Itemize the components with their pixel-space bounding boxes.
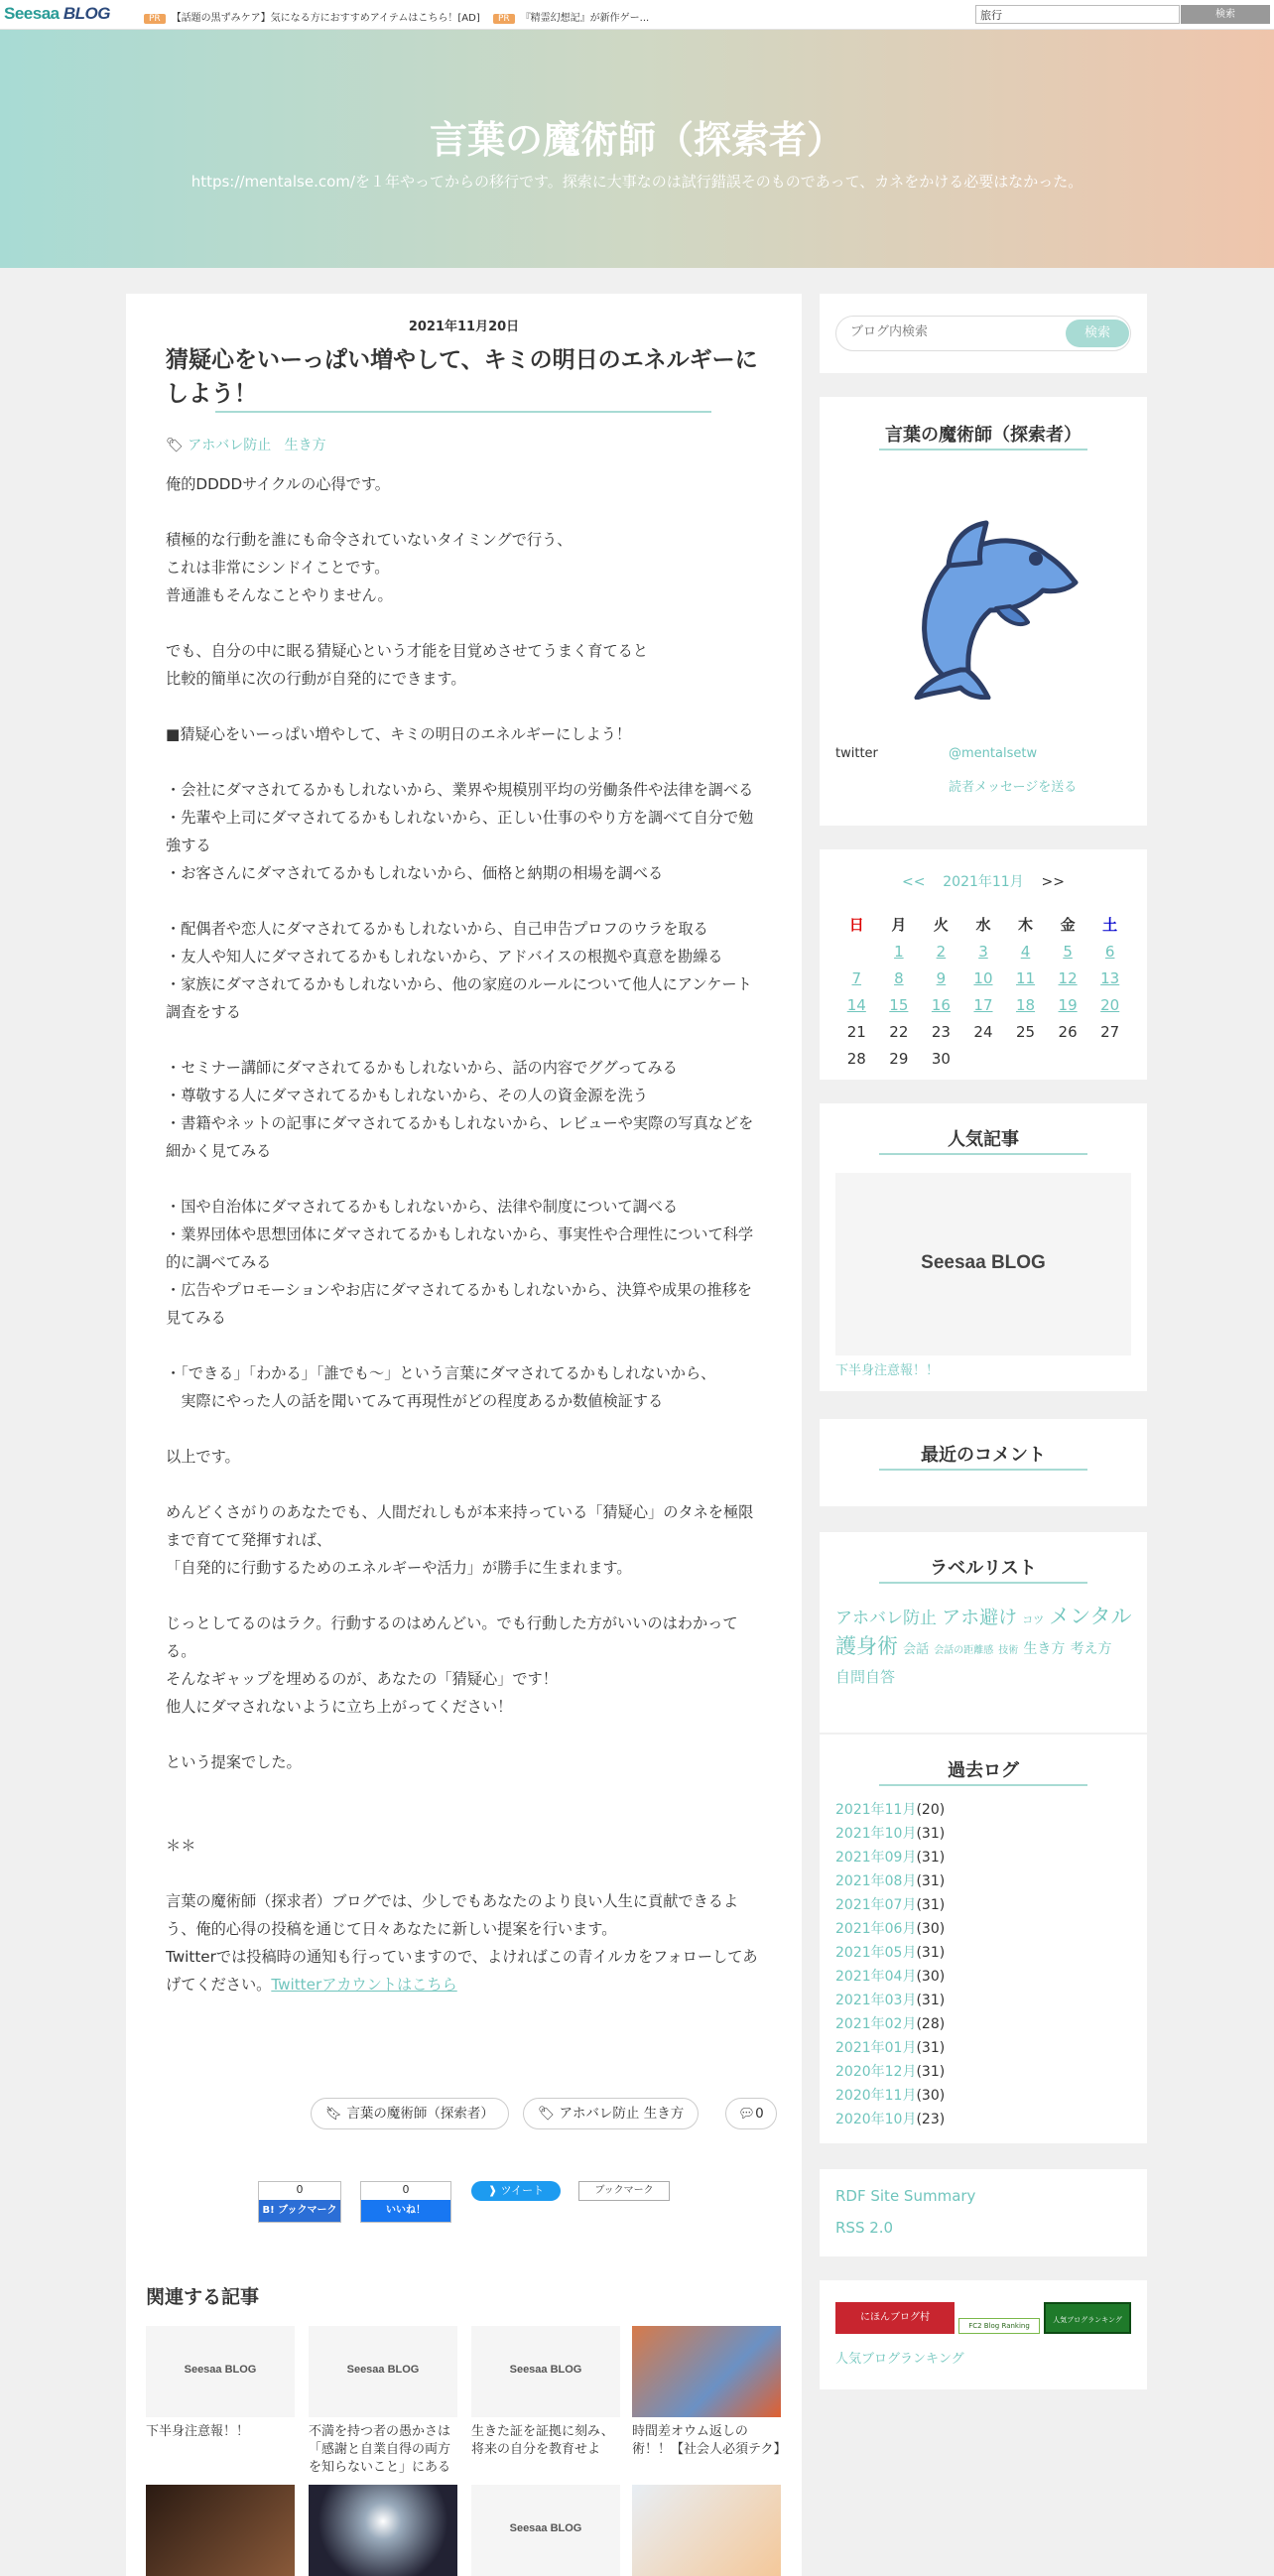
calendar-day: 30 [931,1049,951,1068]
weekday: 水 [975,916,991,934]
calendar-day-link[interactable]: 2 [936,942,947,961]
label-tag[interactable]: 会話 [903,1642,930,1657]
dolphin-avatar-icon [879,511,1087,700]
footer-tags-button[interactable]: 🏷︎ アホバレ防止 生き方 [523,2098,699,2129]
nihon-blog-mura-banner[interactable]: にほんブログ村 [835,2302,955,2334]
labels-title: ラベルリスト [930,1558,1037,1579]
widget-underline [879,449,1087,451]
calendar-day-link[interactable]: 1 [894,942,904,961]
calendar-day: 28 [846,1049,866,1068]
related-item[interactable]: Seesaa BLOG [471,2485,620,2576]
archive-item[interactable]: 2021年02月(28) [835,2016,946,2032]
calendar-week [835,965,1131,991]
archive-item[interactable]: 2021年01月(31) [835,2040,946,2056]
twitter-bird-icon: ❱ [487,2184,498,2197]
calendar-day: 24 [973,1022,993,1041]
archive-item[interactable]: 2021年09月(31) [835,1850,946,1866]
rss-link[interactable]: RSS 2.0 [835,2219,894,2237]
blog-search-input[interactable] [850,324,1049,339]
banners-widget [820,2280,1147,2389]
calendar-next[interactable]: >> [1041,874,1065,890]
related-heading: 関連する記事 [146,2286,260,2308]
reader-message-link[interactable]: 読者メッセージを送る [949,780,1078,795]
widget-underline [879,1469,1087,1471]
footer-comments-button[interactable]: 💬︎0 [725,2098,777,2129]
calendar-day: 26 [1058,1022,1078,1041]
related-photo [146,2485,295,2576]
footer-blog-button[interactable]: 🔖︎ 言葉の魔術師（探索者） [311,2098,509,2129]
blog-ranking-banner[interactable]: 人気ブログランキング [1044,2302,1131,2334]
archive-widget [820,1735,1147,2143]
calendar-day-link[interactable]: 4 [1020,942,1031,961]
label-tag[interactable]: 自問自答 [835,1668,896,1686]
popular-widget [820,1103,1147,1391]
comment-icon: 💬︎ [738,2106,756,2122]
blog-title[interactable]: 言葉の魔術師（探索者） [429,118,844,162]
comments-widget [820,1419,1147,1506]
blog-header [0,30,1274,268]
weekday: 金 [1060,916,1076,934]
label-tag[interactable]: アホ避け [942,1607,1018,1628]
calendar-day-link[interactable]: 12 [1058,968,1078,987]
archive-item[interactable]: 2020年10月(23) [835,2112,946,2127]
calendar-day: 25 [1015,1022,1036,1041]
tag-link[interactable]: 生き方 [284,438,326,453]
calendar-day-link[interactable]: 14 [846,995,866,1014]
seesaa-logo[interactable]: Seesaa BLOG [4,4,110,23]
tag-icon: 🏷︎ [538,2106,556,2122]
label-tag[interactable]: メンタル護身術 [835,1605,1132,1658]
article [126,294,802,2576]
label-tag[interactable]: 生き方 [1023,1641,1066,1657]
label-tag[interactable]: 考え方 [1070,1641,1112,1657]
related-item[interactable]: Seesaa BLOG 生きた証を証拠に刻み、将来の自分を教育せよ [471,2326,620,2459]
calendar-week [835,991,1131,1018]
calendar-day-link[interactable]: 16 [931,995,951,1014]
calendar-day-link[interactable]: 17 [973,995,993,1014]
popular-item-link[interactable]: 下半身注意報！！ [835,1363,940,1378]
labels-widget [820,1532,1147,1733]
related-item[interactable]: Seesaa BLOG 下半身注意報！！ [146,2326,295,2441]
top-search-button[interactable]: 検索 [1181,5,1270,24]
weekday: 火 [933,916,949,934]
calendar-day-link[interactable]: 20 [1100,995,1120,1014]
blog-search-box [835,316,1131,351]
calendar-week [835,1018,1131,1045]
post-body: 俺的DDDDサイクルの心得です。 積極的な行動を誰にも命令されていないタイミングで行う、 これは非常にシンドイことです。 普通誰もそんなことやりません。 でも、自分の中に眠る猜疑心という才能を目覚めさせてうまく育てると 比較的簡単に次の行動が自発的にできます。 ■猜疑心をいーっぱい増やして、キミの明日のエネルギーにしよう！ ・会社にダマされてるかもしれないから、業界や規模別平均の労働条件や法律を調べる ・先輩や上司にダマされてるかもしれないから、正しい仕事のやり方を調べて自分で勉強する ・お客さんにダマされてるかもしれないから、価格と納期の相場を調べる ・配偶者や恋人にダマされてるかもしれないから、自己申告プロフのウラを取る ・友人や知人にダマされてるかもしれないから、アドバイスの根拠や真意を勘繰る ・家族にダマされてるかもしれないから、他の家庭のルールについて他人にアンケート調査をする ・セミナー講師にダマされてるかもしれないから、話の内容でググってみる ・尊敬する人にダマされてるかもしれないから、その人の資金源を洗う ・書籍やネットの記事にダマされてるかもしれないから、レビューや実際の写真などを細かく見てみる ・国や自治体にダマされてるかもしれないから、法律や制度について調べる ・業界団体や思想団体にダマされてるかもしれないから、事実性や合理性について科学的に調べてみる ・広告やプロモーションやお店にダマされてるかもしれないから、決算や成果の推移を見てみる ・「できる」「わかる」「誰でも～」という言葉にダマされてるかもしれないから、 実際にやった人の話を聞いてみて再現性がどの程度あるか数値検証する 以上です。 めんどくさがりのあなたでも、人間だれしもが本来持っている「猜疑心」のタネを極限まで育てて発揮すれば、 「自発的に行動するためのエネルギーや活力」が勝手に生まれます。 じっとしてるのはラク。行動するのはめんどい。でも行動した方がいいのはわかってる。 そんなギャップを埋めるのが、あなたの「猜疑心」です！ 他人にダマされないように立ち上がってください！ という提案でした。 ＊＊ 言葉の魔術師（探求者）ブログでは、少しでもあなたのより良い人生に貢献できるよう、俺的心得の投稿を通じて日々あなたに新しい提案を行います。 Twitterでは投稿時の通知も行っていますので、よければこの青イルカをフォローしてあげてください。Twitterアカウントはこちら [166,475,758,1994]
weekday: 日 [848,916,864,934]
tag-link[interactable]: アホバレ防止 [188,438,272,453]
weekday: 土 [1102,916,1118,934]
post-tags [166,435,326,454]
related-item[interactable]: 時間差オウム返しの術！！【社会人必須テク】 [632,2326,781,2459]
calendar-week [835,1045,1131,1072]
archive-item[interactable]: 2021年03月(31) [835,1993,946,2008]
calendar-day-link[interactable]: 3 [978,942,988,961]
calendar-day: 29 [889,1049,909,1068]
related-item[interactable] [146,2485,295,2576]
archive-item[interactable]: 2021年06月(30) [835,1921,946,1937]
pr-link-1[interactable]: PR 【話題の黒ずみケア】気になる方におすすめアイテムはこちら！[AD] [144,9,480,24]
tweet-button[interactable]: ❱ ツイート [471,2181,561,2201]
calendar-day-link[interactable]: 13 [1100,968,1120,987]
fc2-ranking-banner[interactable]: FC2 Blog Ranking [958,2318,1040,2334]
calendar-day: 27 [1100,1022,1120,1041]
related-photo [309,2485,457,2576]
calendar-day [962,1045,1005,1072]
post-date: 2021年11月20日 [408,320,520,334]
ranking-link[interactable]: 人気ブログランキング [835,2352,964,2367]
top-search-input[interactable]: 旅行 [975,5,1180,24]
archive-item[interactable]: 2021年10月(31) [835,1826,946,1842]
calendar-weekdays [835,911,1131,938]
twitter-handle-link[interactable]: @mentalsetw [949,746,1038,761]
pocket-button[interactable]: ブックマーク [578,2181,670,2201]
tag-icon: 🏷︎ [166,438,184,453]
calendar-month[interactable]: 2021年11月 [943,874,1024,890]
archive-item[interactable]: 2020年12月(31) [835,2064,946,2080]
calendar-day-link[interactable]: 11 [1015,968,1036,987]
label-tag[interactable]: 会話の距離感 [934,1645,994,1656]
widget-underline [879,1784,1087,1786]
calendar-week [835,938,1131,965]
related-photo [632,2326,781,2417]
profile-widget [820,397,1147,826]
pr-link-2[interactable]: PR 『精霊幻想記』が新作ゲー... [493,9,649,24]
thumb-logo: Seesaa BLOG [921,1252,1046,1273]
calendar-day-link[interactable]: 19 [1058,995,1078,1014]
calendar-day-link[interactable]: 10 [973,968,993,987]
related-item[interactable]: Seesaa BLOG 不満を持つ者の愚かさは「感謝と自業自得の両方を知らないこと」にある [309,2326,457,2477]
rss-widget [820,2169,1147,2256]
post-title[interactable]: 猜疑心をいーっぱい増やして、キミの明日のエネルギーにしよう！ [166,347,758,407]
widget-underline [879,1582,1087,1584]
calendar-day: 22 [889,1022,909,1041]
archive-title: 過去ログ [948,1760,1019,1781]
calendar-day-link[interactable]: 7 [851,968,862,987]
profile-title: 言葉の魔術師（探索者） [885,425,1082,446]
facebook-like-button[interactable]: 0 いいね！ [360,2181,451,2223]
widget-underline [879,1153,1087,1155]
popular-thumbnail[interactable] [835,1173,1131,1355]
calendar-day: 21 [846,1022,866,1041]
archive-item[interactable]: 2021年05月(31) [835,1945,946,1961]
search-widget [820,294,1147,373]
title-underline [215,411,711,413]
calendar-day-link[interactable]: 9 [936,968,947,987]
popular-title: 人気記事 [948,1129,1019,1150]
calendar-table [835,911,1131,1072]
twitter-label: twitter [835,746,878,761]
archive-item[interactable]: 2021年11月(20) [835,1802,946,1818]
archive-item[interactable]: 2020年11月(30) [835,2088,946,2104]
related-item[interactable] [309,2485,457,2576]
hatena-bookmark-button[interactable]: 0 B! ブックマーク [258,2181,341,2223]
archive-item[interactable]: 2021年08月(31) [835,1873,946,1889]
label-tag[interactable]: コツ [1022,1613,1045,1626]
calendar-day-link[interactable]: 15 [889,995,909,1014]
archive-item[interactable]: 2021年04月(30) [835,1969,946,1985]
calendar-prev[interactable]: << [901,874,926,890]
bookmark-icon: 🔖︎ [325,2106,343,2122]
comments-title: 最近のコメント [921,1445,1046,1466]
calendar-day [835,938,878,965]
top-bar [0,0,1274,30]
blog-subtitle: https://mentalse.com/を１年やってからの移行です。探索に大事なのは試行錯誤そのものであって、カネをかける必要はなかった。 [191,173,1083,191]
weekday: 月 [891,916,907,934]
rdf-link[interactable]: RDF Site Summary [835,2187,976,2205]
related-photo [632,2485,781,2576]
calendar-day-link[interactable]: 5 [1063,942,1073,961]
twitter-link[interactable]: Twitterアカウントはこちら [271,1976,457,1994]
archive-item[interactable]: 2021年07月(31) [835,1897,946,1913]
calendar-day: 23 [931,1022,951,1041]
label-tag[interactable]: 技術 [998,1645,1019,1656]
blog-search-button[interactable]: 検索 [1066,320,1129,347]
calendar-day-link[interactable]: 8 [894,968,904,987]
calendar-day-link[interactable]: 6 [1104,942,1115,961]
label-tag[interactable]: アホバレ防止 [835,1609,937,1628]
archive-list [835,1798,945,2131]
weekday: 木 [1018,916,1034,934]
related-item[interactable] [632,2485,781,2576]
calendar-widget [820,849,1147,1080]
calendar-day-link[interactable]: 18 [1015,995,1036,1014]
